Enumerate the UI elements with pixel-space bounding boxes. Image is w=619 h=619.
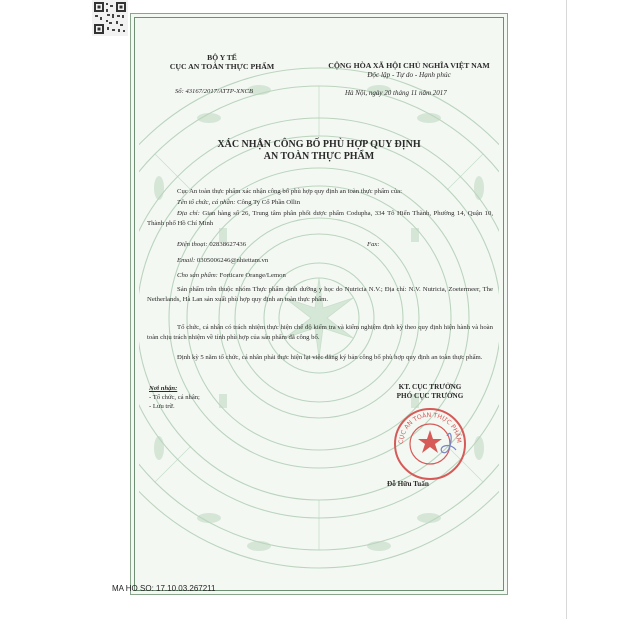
signer-title-line1: KT. CỤC TRƯỞNG (398, 383, 462, 391)
product-label: Cho sản phẩm: (177, 272, 218, 279)
signer-name: Đỗ Hữu Tuấn (387, 480, 429, 488)
email-value: 0305006246@nhiettam.vn (196, 257, 269, 264)
phone-value: 02838627436 (209, 241, 247, 248)
email-label: Email: (177, 257, 196, 264)
signer-title-line2: PHÓ CỤC TRƯỞNG (396, 392, 464, 400)
responsibility-paragraph: Tổ chức, cá nhân có trách nhiệm thực hiện chế độ kiểm tra và kiểm nghiệm định kỳ theo quy định hiện hành và hoàn toàn chịu trách nhiệm về tính phù hợp của sản phẩm đã công bố. (147, 324, 493, 341)
national-motto: Độc lập - Tự do - Hạnh phúc (367, 71, 451, 79)
issuing-authority (147, 53, 297, 71)
recipient-item: - Lưu trữ. (149, 403, 175, 410)
ministry-name: BỘ Y TẾ (207, 53, 237, 62)
official-seal-icon (392, 406, 468, 482)
organization-value: Công Ty Cổ Phần Ollin (237, 199, 301, 206)
manufacturer-paragraph: Sản phẩm trên thuộc nhóm Thực phẩm dinh dưỡng y học do Nutricia N.V.; Địa chỉ: N.V. Nutricia, Zoetermeer, The Netherlands, Hà Lan sản xuất phù hợp quy định an toàn thực phẩm. (147, 286, 493, 303)
address-label: Địa chỉ: (177, 210, 200, 217)
recipients-block (149, 384, 200, 411)
renewal-paragraph: Định kỳ 5 năm tổ chức, cá nhân phải thực hiện lại việc đăng ký bản công bố phù hợp quy định an toàn thực phẩm. (177, 354, 483, 361)
product-line (147, 271, 493, 281)
page-edge-line (566, 0, 567, 619)
certificate-paper (134, 17, 504, 591)
qr-code-icon (92, 0, 128, 36)
dossier-code: MA HO SO: 17.10.03.267211 (112, 584, 216, 593)
document-title-line1: XÁC NHẬN CÔNG BỐ PHÙ HỢP QUY ĐỊNH (217, 139, 421, 150)
issue-date: Hà Nội, ngày 20 tháng 11 năm 2017 (345, 89, 447, 97)
national-header (309, 61, 504, 79)
document-title-line2: AN TOÀN THỰC PHẨM (263, 151, 375, 162)
bronze-drum-watermark (139, 28, 499, 588)
address-value: Gian hàng số 26, Trung tâm phân phối dược phẩm Codupha, 334 Tô Hiến Thành, Phường 14, Quận 10, Thành phố Hồ Chí Minh (147, 210, 494, 227)
intro-text: Cục An toàn thực phẩm xác nhận công bố phù hợp quy định an toàn thực phẩm của: (177, 188, 402, 195)
fax-label: Fax: (367, 241, 380, 248)
recipient-item: - Tổ chức, cá nhân; (149, 394, 200, 401)
organization-label: Tên tổ chức, cá nhân: (177, 199, 236, 206)
organization-line (147, 198, 493, 208)
recipients-heading: Nơi nhận: (149, 385, 178, 392)
department-name: CỤC AN TOÀN THỰC PHẨM (169, 62, 275, 71)
phone-label: Điện thoại: (177, 241, 208, 248)
svg-text:CỤC AN TOÀN THỰC PHẨM: CỤC AN TOÀN THỰC PHẨM (397, 411, 463, 445)
email-line (147, 256, 493, 266)
phone-line (147, 240, 493, 250)
product-value: Forticare Orange/Lemon (219, 272, 286, 279)
address-line (147, 209, 493, 229)
document-number: Số: 43167/2017/ATTP-XNCB (175, 88, 253, 95)
country-name: CỘNG HÒA XÃ HỘI CHỦ NGHĨA VIỆT NAM (328, 61, 490, 70)
signer-title (375, 383, 485, 401)
